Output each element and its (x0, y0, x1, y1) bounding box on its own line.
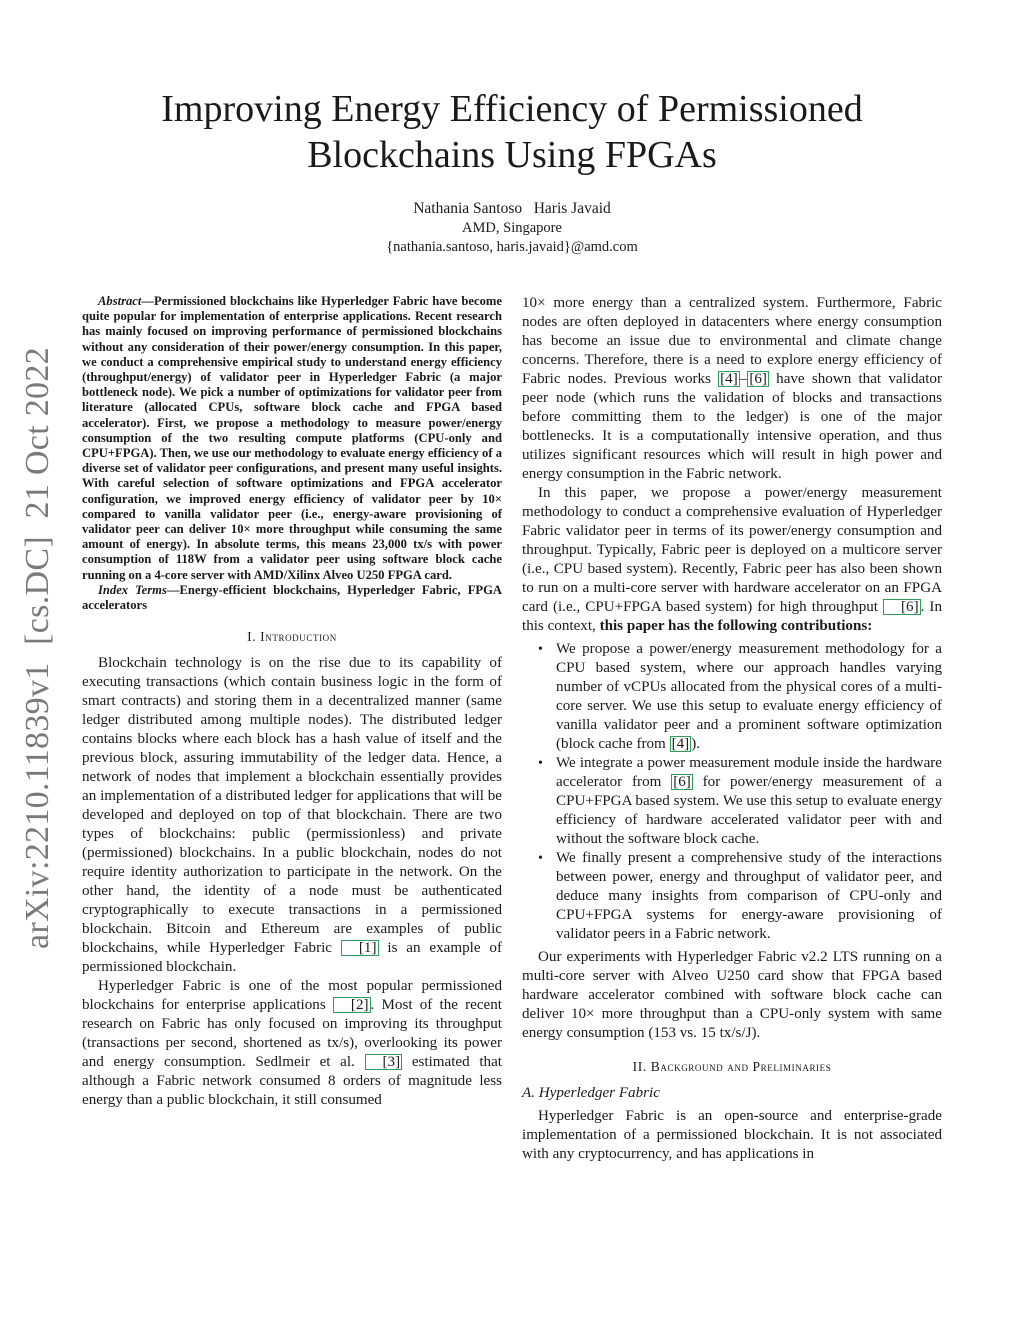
bullet-icon: • (538, 642, 543, 657)
index-terms-label: Index Terms (98, 582, 167, 597)
bullet-text-end: ). (691, 736, 700, 752)
citation-link[interactable]: [6] (749, 371, 767, 387)
list-item (538, 849, 942, 944)
intro-p1-text: Blockchain technology is on the rise due to its capability of executing transactions (which contain business logic in the form of smart contracts) and storing them in a decentralized manner (same ledger distributed among multiple nodes). The distributed ledger contains blocks where each block has a hash value of itself and the previous block, assuring immutability of the ledger data. Hence, a network of nodes that implement a blockchain essentially provides an implementation of a distributed ledger for applications that will be developed and deployed on top of that blockchain. There are two types of blockchains: public (permissionless) and private (permissioned) blockchains. In a public blockchain, nodes do not require identity authorization to participate in the network. On the other hand, the identity of a node must be authenticated cryptographically to execute transactions in a permissioned blockchain. Bitcoin and Ethereum are examples of public blockchains, while Hyperledger Fabric (82, 655, 502, 957)
left-column (82, 294, 502, 1110)
bullet-text-end: for power/energy measurement of a CPU+FPGA based system. We use this setup to evaluate energy efficiency of hardware accelerated validator peer with and without the software block cache. (556, 774, 942, 847)
intro-p3-text-a: In this paper, we propose a power/energy measurement methodology to conduct a comprehensive evaluation of Hyperledger Fabric validator peer in terms of its power/energy consumption and throughput. Typically, Fabric peer is deployed on a multicore server (i.e., CPU based system). Recently, Fabric peer has also been shown to run on a multi-core server with hardware accelerator on an FPGA card (i.e., CPU+FPGA based system) for high throughput (522, 485, 942, 615)
paper-title: Improving Energy Efficiency of Permissioned Blockchains Using FPGAs (161, 88, 863, 176)
bullet-text: We propose a power/energy measurement methodology for a CPU based system, where our approach handles varying number of vCPUs allocated from the physical cores of a multi-core server. We use this setup to evaluate energy efficiency of vanilla validator peer and a prominent software optimization (block cache from (556, 641, 942, 752)
affiliation: AMD, Singapore (462, 220, 562, 236)
citation-link[interactable]: [3] (365, 1054, 403, 1070)
intro-p2-text-d: have shown that validator peer node (which runs the validation of blocks and transactions before committing them to the ledger) is one of the major bottlenecks. It is a computationally intensive operation, and thus utilizes significant resources which will result in high power and energy consumption in the Fabric network. (522, 371, 942, 482)
citation-link[interactable]: [1] (341, 940, 379, 956)
intro-paragraph-1 (82, 654, 502, 977)
abstract-label: Abstract (98, 294, 142, 308)
author-email: {nathania.santoso, haris.javaid}@amd.com (386, 239, 638, 255)
intro-p2-text-c-left: estimated that although a Fabric network consumed 8 orders of magnitude less energy than a public blockchain, it still consumed (82, 1054, 502, 1109)
section-heading-background: II. Background and Preliminaries (632, 1059, 832, 1074)
list-item (538, 754, 942, 849)
intro-p1-end: is an example of permissioned blockchain. (82, 940, 502, 976)
subsection-heading: A. Hyperledger Fabric (522, 1085, 660, 1101)
citation-range-dash: – (739, 371, 748, 387)
citation-link[interactable]: [6] (883, 599, 921, 615)
list-item (538, 640, 942, 754)
bullet-icon: • (538, 851, 543, 866)
authors: Nathania Santoso Haris Javaid (413, 200, 611, 217)
intro-paragraph-3 (522, 484, 942, 636)
bullet-text: We finally present a comprehensive study of the interactions between power, energy and throughput of validator peer, and deduce many insights from comparison of CPU-only and CPU+FPGA systems for energy-aware provisioning of validator peers in a Fabric network. (556, 850, 942, 942)
bullet-icon: • (538, 756, 543, 771)
intro-p3-text-b: . In this context, (522, 599, 942, 634)
background-paragraph-1: Hyperledger Fabric is an open-source and enterprise-grade implementation of a permissioned blockchain. It is not associated with any cryptocurrency, and has applications in (522, 1108, 942, 1162)
citation-link[interactable]: [4] (720, 371, 738, 387)
citation-link[interactable]: [4] (671, 736, 690, 752)
right-column (522, 294, 942, 1164)
contributions-list (522, 640, 942, 944)
arxiv-id[interactable]: arXiv:2210.11839v1 [cs.DC] 21 Oct 2022 (19, 347, 56, 949)
intro-paragraph-4: Our experiments with Hyperledger Fabric v2.2 LTS running on a multi-core server with Alveo U250 card show that FPGA based hardware accelerator combined with software block cache can deliver 10× more throughput than a CPU-only system with same energy consumption (153 vs. 15 tx/s/J). (522, 949, 942, 1041)
contributions-lead: this paper has the following contributions: (599, 618, 873, 634)
index-terms (82, 583, 502, 613)
citation-link[interactable]: [6] (673, 774, 691, 790)
intro-p2-text-b: . Most of the recent research on Fabric has only focused on improving its throughput (transactions per second, shortened as tx/s), overlooking its power and energy consumption. Sedlmeir et al. (82, 997, 502, 1071)
abstract-text: —Permissioned blockchains like Hyperledger Fabric have become quite popular for implementation of enterprise applications. Recent research has mainly focused on improving performance of permissioned blockchains without any consideration of their power/energy consumption. In this paper, we conduct a comprehensive empirical study to understand energy efficiency (throughput/energy) of validator peer in Hyperledger Fabric (a major bottleneck node). We pick a number of optimizations for validator peer from literature (allocated CPUs, software block cache and FPGA based accelerator). First, we propose a methodology to measure power/energy consumption of the two resulting compute platforms (CPU-only and CPU+FPGA). Then, we use our methodology to evaluate energy efficiency of a diverse set of validator peer configurations, and present many useful insights. With careful selection of software optimizations and FPGA accelerator configuration, we improved energy efficiency of validator peer by 10× compared to vanilla validator peer (i.e., energy-aware provisioning of validator peer can deliver 10× more throughput while consuming the same amount of energy). In absolute terms, this means 23,000 tx/s with power consumption of 118W from a validator peer using software block cache running on a 4-core server with AMD/Xilinx Alveo U250 FPGA card. (82, 294, 502, 582)
intro-p2-text-c-right: 10× more energy than a centralized system. Furthermore, Fabric nodes are often deployed in datacenters where energy consumption has become an issue due to environmental and climate change concerns. Therefore, there is a need to explore energy efficiency of Fabric nodes. Previous works (522, 295, 942, 387)
index-terms-text: —Energy-efficient blockchains, Hyperledger Fabric, FPGA accelerators (82, 582, 502, 613)
section-heading-introduction: I. Introduction (247, 629, 337, 645)
intro-p2-text-a: Hyperledger Fabric is one of the most popular permissioned blockchains for enterprise applications (82, 978, 502, 1014)
citation-link[interactable]: [2] (333, 997, 371, 1013)
intro-paragraph-2-continued (522, 294, 942, 484)
intro-paragraph-2 (82, 977, 502, 1110)
abstract (82, 294, 502, 583)
bullet-text: We integrate a power measurement module inside the hardware accelerator from (556, 755, 942, 790)
